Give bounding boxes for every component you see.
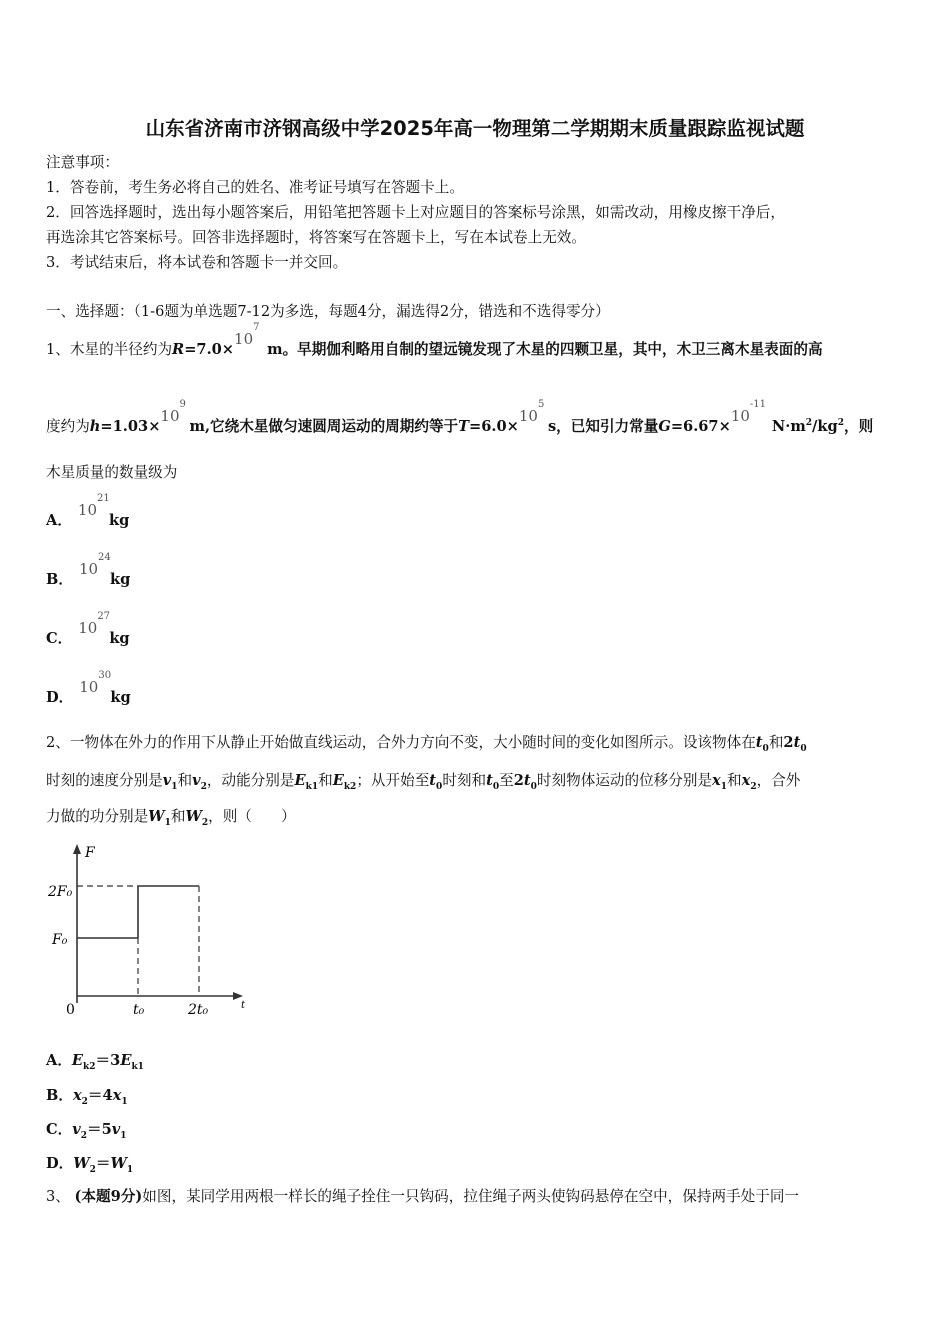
option-power: 10 27 bbox=[78, 611, 111, 637]
sub-0: 0 bbox=[492, 781, 500, 792]
page-title: 山东省济南市济钢高级中学2025年高一物理第二学期期末质量跟踪监视试题 bbox=[145, 117, 805, 140]
sym-W: W bbox=[110, 1155, 127, 1172]
q1-T-symbol: T bbox=[458, 417, 470, 435]
q2-text-2a: 时刻的速度分别是 bbox=[46, 772, 163, 789]
q2-text-2d: 时刻和 bbox=[442, 772, 487, 789]
sub-2: 2 bbox=[200, 781, 207, 792]
q1-T-value: =6.0× bbox=[469, 417, 519, 435]
word-he: 和 bbox=[170, 808, 186, 825]
q2-text-2f: 时刻物体运动的位移分别是 bbox=[536, 772, 713, 789]
q1-text-2a: 度约为 bbox=[46, 417, 90, 435]
q1-line-3: 木星质量的数量级为 bbox=[46, 464, 178, 481]
option-label: C． bbox=[46, 1121, 73, 1138]
notice-item-3: 3．考试结束后，将本试卷和答题卡一并交回。 bbox=[46, 254, 348, 271]
origin-label: 0 bbox=[66, 1002, 75, 1018]
option-unit: kg bbox=[109, 512, 130, 529]
sym-v: v bbox=[162, 772, 172, 789]
sub-0: 0 bbox=[800, 743, 807, 754]
sub-1: 1 bbox=[121, 1096, 128, 1107]
y-axis-arrow bbox=[73, 844, 81, 854]
q1-h-power: 10 9 bbox=[160, 398, 186, 425]
q2-text-3b: ，则（ ） bbox=[208, 808, 296, 825]
q1-G-symbol: G bbox=[658, 417, 671, 435]
option-label: A． bbox=[46, 1052, 72, 1069]
q1-option-b[interactable] bbox=[46, 552, 131, 589]
force-time-graph bbox=[40, 838, 250, 1018]
q1-text-2f: ，则 bbox=[843, 417, 874, 435]
option-label: B． bbox=[46, 571, 73, 588]
notice-item-2-cont: 再选涂其它答案标号。回答非选择题时，将答案写在答题卡上，写在本试卷上无效。 bbox=[46, 229, 586, 246]
sym-E: E bbox=[120, 1052, 132, 1069]
eq: ＝ bbox=[95, 1155, 111, 1172]
q2-option-a[interactable] bbox=[46, 1052, 144, 1076]
sym-v: v bbox=[72, 1121, 81, 1138]
eq: ＝ bbox=[95, 1052, 111, 1069]
q2-text-2c: ；从开始至 bbox=[356, 772, 430, 789]
sub-1: 1 bbox=[171, 781, 178, 792]
sub-k2: k2 bbox=[83, 1061, 96, 1072]
sym-t: t bbox=[429, 772, 437, 789]
sym-W: W bbox=[148, 808, 165, 825]
sub-k2: k2 bbox=[343, 781, 357, 792]
q3-number: 3、 bbox=[46, 1188, 70, 1205]
sym-W: W bbox=[185, 808, 202, 825]
num-2: 2 bbox=[783, 734, 794, 751]
notice-item-2: 2．回答选择题时，选出每小题答案后，用铅笔把答题卡上对应题目的答案标号涂黑，如需改动，用橡皮擦干净后， bbox=[46, 204, 785, 221]
q2-option-b[interactable] bbox=[46, 1087, 128, 1111]
sub-0: 0 bbox=[762, 743, 769, 754]
q1-T-power: 10 5 bbox=[518, 398, 545, 425]
sym-t: t bbox=[793, 734, 801, 751]
word-he: 和 bbox=[177, 772, 193, 789]
q1-unit-b: /kg bbox=[812, 417, 838, 435]
q1-option-d[interactable] bbox=[46, 670, 131, 707]
x-axis-arrow bbox=[233, 992, 243, 1000]
q1-h-symbol: h bbox=[89, 417, 101, 435]
sym-t: t bbox=[523, 772, 531, 789]
num-2: 2 bbox=[513, 772, 524, 789]
q2-line-3 bbox=[46, 808, 296, 832]
q1-option-c[interactable] bbox=[46, 611, 130, 648]
option-power: 10 30 bbox=[79, 670, 112, 696]
q3-text: 如图，某同学用两根一样长的绳子拴住一只钩码，拉住绳子两头使钩码悬停在空中，保持两手处于同一 bbox=[142, 1188, 800, 1205]
sub-0: 0 bbox=[436, 781, 443, 792]
q1-option-a[interactable] bbox=[46, 493, 130, 530]
q1-text-b: m。早期伽利略用自制的望远镜发现了木星的四颗卫星，其中，木卫三离木星表面的高 bbox=[267, 341, 823, 358]
q2-text-2e: 至 bbox=[499, 772, 514, 789]
sub-2: 2 bbox=[81, 1096, 88, 1107]
q2-option-d[interactable] bbox=[46, 1155, 133, 1179]
option-label: A． bbox=[46, 512, 72, 529]
sub-1: 1 bbox=[126, 1164, 134, 1175]
sub-k1: k1 bbox=[305, 781, 319, 792]
sym-W: W bbox=[73, 1155, 90, 1172]
section-heading: 一、选择题：（1-6题为单选题7-12为多选，每题4分，漏选得2分，错选和不选得零分） bbox=[46, 303, 610, 320]
sub-0: 0 bbox=[530, 781, 537, 792]
y-tick-F0: F₀ bbox=[52, 932, 68, 948]
coef: 3 bbox=[110, 1052, 121, 1069]
sym-x: x bbox=[72, 1087, 82, 1104]
option-unit: kg bbox=[110, 689, 131, 706]
notice-item-1: 1．答卷前，考生务必将自己的姓名、准考证号填写在答题卡上。 bbox=[46, 179, 464, 196]
q2-text-3a: 力做的功分别是 bbox=[46, 808, 149, 825]
sym-x: x bbox=[712, 772, 721, 789]
option-label: B． bbox=[46, 1087, 73, 1104]
q1-R-power: 10 7 bbox=[234, 322, 260, 348]
y-axis-label: F bbox=[85, 845, 95, 861]
q1-G-power: 10 -11 bbox=[730, 398, 767, 425]
q2-line-2 bbox=[46, 772, 800, 796]
sub-1: 1 bbox=[164, 817, 171, 828]
sub-1: 1 bbox=[120, 1130, 127, 1141]
sym-x: x bbox=[112, 1087, 122, 1104]
option-label: D． bbox=[46, 689, 74, 706]
option-unit: kg bbox=[110, 571, 131, 588]
sub-1: 1 bbox=[720, 781, 728, 792]
x-axis-label: t bbox=[241, 1000, 246, 1011]
sym-E: E bbox=[294, 772, 306, 789]
q1-R-value: =7.0× bbox=[184, 341, 235, 358]
notice-heading: 注意事项： bbox=[46, 154, 119, 171]
q2-text-2g: ，合外 bbox=[756, 772, 801, 789]
sym-t: t bbox=[486, 772, 493, 789]
sym-v: v bbox=[192, 772, 201, 789]
q1-h-value: =1.03× bbox=[100, 417, 161, 435]
q2-option-c[interactable] bbox=[46, 1121, 126, 1145]
option-label: D． bbox=[46, 1155, 74, 1172]
sym-x: x bbox=[741, 772, 751, 789]
x-tick-2t0: 2t₀ bbox=[188, 1002, 209, 1018]
sub-2: 2 bbox=[750, 781, 757, 792]
q3-line-1 bbox=[46, 1188, 799, 1206]
y-tick-2F0: 2F₀ bbox=[48, 884, 73, 900]
q2-text-2b: ，动能分别是 bbox=[206, 772, 295, 789]
sub-2: 2 bbox=[201, 817, 209, 828]
option-label: C． bbox=[46, 630, 73, 647]
word-he: 和 bbox=[318, 772, 333, 789]
word-he: 和 bbox=[727, 772, 742, 789]
q1-line-1 bbox=[46, 322, 823, 359]
q2-text-1: 2、一物体在外力的作用下从静止开始做直线运动，合外力方向不变，大小随时间的变化如图所示。设该物体在 bbox=[46, 734, 756, 751]
x-tick-t0: t₀ bbox=[133, 1002, 145, 1018]
q1-R-symbol: R bbox=[172, 341, 185, 358]
coef: 4 bbox=[102, 1087, 113, 1104]
option-unit: kg bbox=[109, 630, 130, 647]
eq: ＝ bbox=[87, 1087, 103, 1104]
sym-t: t bbox=[755, 734, 763, 751]
q1-text-2c: s，已知引力常量 bbox=[547, 417, 659, 435]
word-he: 和 bbox=[768, 734, 784, 751]
eq: ＝ bbox=[86, 1121, 102, 1138]
q1-G-value: =6.67× bbox=[670, 417, 731, 435]
option-power: 10 21 bbox=[77, 493, 110, 519]
q1-unit-sq1: 2 bbox=[805, 418, 813, 428]
sym-E: E bbox=[71, 1052, 84, 1069]
q3-score: (本题9分) bbox=[74, 1188, 143, 1205]
sym-E: E bbox=[332, 772, 344, 789]
sub-2: 2 bbox=[80, 1130, 87, 1141]
q1-unit-sq2: 2 bbox=[837, 418, 844, 428]
sym-v: v bbox=[111, 1121, 121, 1138]
coef: 5 bbox=[101, 1121, 112, 1138]
q2-line-1 bbox=[46, 734, 807, 758]
q1-unit-a: N·m bbox=[771, 417, 806, 435]
sub-k1: k1 bbox=[131, 1061, 144, 1072]
option-power: 10 24 bbox=[78, 552, 111, 578]
q1-text: 1、木星的半径约为 bbox=[46, 341, 173, 358]
sub-2: 2 bbox=[89, 1164, 96, 1175]
q1-line-2 bbox=[46, 398, 874, 436]
q1-text-2b: m,它绕木星做匀速圆周运动的周期约等于 bbox=[189, 417, 459, 435]
